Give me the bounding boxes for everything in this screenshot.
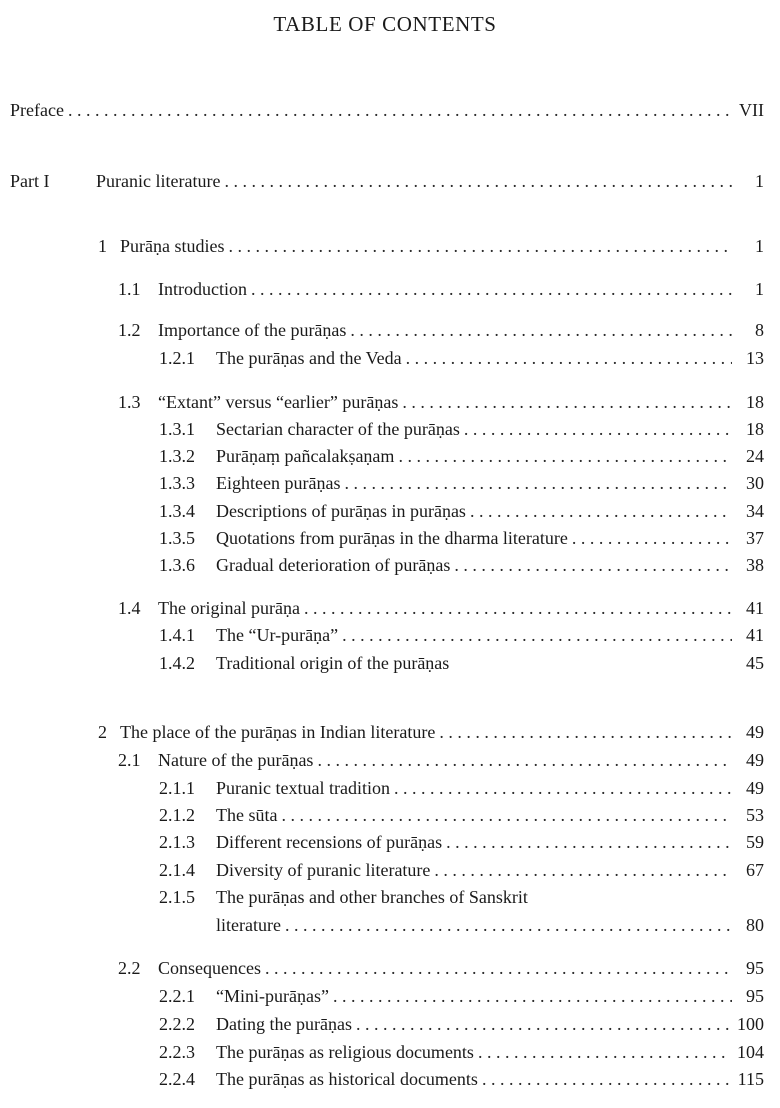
toc-number: 1.3.2 <box>159 446 195 466</box>
toc-entry-subsection[interactable] <box>159 857 764 883</box>
toc-number: 2 <box>98 722 107 742</box>
toc-entry-subsection[interactable] <box>159 775 764 801</box>
toc-entry-chapter[interactable] <box>98 233 764 259</box>
toc-number: 2.1.4 <box>159 860 195 880</box>
dot-leader <box>285 912 732 938</box>
toc-label: Preface <box>10 100 64 120</box>
toc-page-number: 45 <box>746 653 764 673</box>
toc-number: 1.3.6 <box>159 555 195 575</box>
toc-page-number: 49 <box>746 722 764 742</box>
toc-label: The “Ur-purāṇa” <box>216 625 339 645</box>
toc-entry-chapter[interactable] <box>98 719 764 745</box>
toc-page-number: 37 <box>746 528 764 548</box>
dot-leader <box>446 829 732 855</box>
toc-number: 1.4.2 <box>159 653 195 673</box>
toc-page-number: 80 <box>746 915 764 935</box>
toc-page-number: 104 <box>737 1042 764 1062</box>
toc-label: The purāṇas and other branches of Sanskrit <box>216 887 528 907</box>
toc-entry-part[interactable] <box>10 168 764 194</box>
toc-number: 2.1.2 <box>159 805 195 825</box>
toc-label: Sectarian character of the purāṇas <box>216 419 460 439</box>
toc-page-number: 115 <box>737 1069 764 1089</box>
toc-page-number: 1 <box>755 171 764 191</box>
dot-leader <box>281 802 732 828</box>
toc-entry-subsection[interactable] <box>159 622 764 648</box>
dot-leader <box>304 595 732 621</box>
dot-leader <box>482 1066 732 1092</box>
toc-label: The original purāṇa <box>158 598 300 618</box>
toc-page-number: 24 <box>746 446 764 466</box>
toc-entry-subsection[interactable] <box>159 802 764 828</box>
toc-label: “Mini-purāṇas” <box>216 986 329 1006</box>
toc-number: 1.3 <box>118 392 141 412</box>
toc-label: Diversity of puranic literature <box>216 860 431 880</box>
toc-label: Puranic textual tradition <box>216 778 390 798</box>
toc-page-number: 41 <box>746 598 764 618</box>
toc-page-number: 18 <box>746 419 764 439</box>
toc-number: 2.2.2 <box>159 1014 195 1034</box>
toc-entry-subsection[interactable] <box>159 650 764 676</box>
toc-page-number: 1 <box>755 279 764 299</box>
dot-leader <box>439 719 732 745</box>
toc-entry-section[interactable] <box>118 389 764 415</box>
toc-entry-section[interactable] <box>118 317 764 343</box>
dot-leader <box>394 775 732 801</box>
toc-label: The purāṇas and the Veda <box>216 348 402 368</box>
toc-label: Purāṇaṃ pañcalakṣaṇam <box>216 446 395 466</box>
toc-label: literature <box>216 915 281 935</box>
dot-leader <box>406 345 732 371</box>
toc-number: 1.3.3 <box>159 473 195 493</box>
toc-number: 2.2.3 <box>159 1042 195 1062</box>
dot-leader <box>464 416 732 442</box>
dot-leader <box>224 168 732 194</box>
toc-entry-section[interactable] <box>118 955 764 981</box>
toc-entry-subsection[interactable] <box>159 416 764 442</box>
toc-label: Descriptions of purāṇas in purāṇas <box>216 501 466 521</box>
dot-leader <box>342 622 732 648</box>
toc-entry-subsection[interactable] <box>159 525 764 551</box>
dot-leader <box>398 443 732 469</box>
toc-number: 1 <box>98 236 107 256</box>
page-title: TABLE OF CONTENTS <box>273 12 497 36</box>
toc-number: 2.2 <box>118 958 141 978</box>
toc-page-number: 49 <box>746 778 764 798</box>
toc-entry-preface[interactable] <box>10 97 764 123</box>
dot-leader <box>478 1039 731 1065</box>
toc-entry-subsection[interactable] <box>159 345 764 371</box>
toc-entry-subsection[interactable] <box>159 498 764 524</box>
toc-entry-subsection[interactable] <box>159 470 764 496</box>
toc-page-number: 8 <box>755 320 764 340</box>
toc-page-number: 49 <box>746 750 764 770</box>
dot-leader <box>344 470 732 496</box>
toc-page-number: 53 <box>746 805 764 825</box>
toc-label: Traditional origin of the purāṇas <box>216 653 450 673</box>
toc-label: The sūta <box>216 805 278 825</box>
toc-label: The place of the purāṇas in Indian literature <box>120 722 436 742</box>
toc-number: 1.2.1 <box>159 348 195 368</box>
toc-number: 2.1.1 <box>159 778 195 798</box>
dot-leader <box>251 276 732 302</box>
toc-number: 1.1 <box>118 279 141 299</box>
toc-label: Consequences <box>158 958 261 978</box>
dot-leader <box>434 857 732 883</box>
toc-part-number: Part I <box>10 171 50 191</box>
toc-number: 2.1.5 <box>159 887 195 907</box>
dot-leader <box>350 317 732 343</box>
dot-leader <box>265 955 732 981</box>
toc-entry-subsection[interactable] <box>159 983 764 1009</box>
dot-leader <box>454 552 732 578</box>
toc-label: Introduction <box>158 279 247 299</box>
dot-leader <box>572 525 732 551</box>
toc-page-number: 95 <box>746 986 764 1006</box>
toc-page-number: 100 <box>737 1014 764 1034</box>
toc-page-number: 1 <box>755 236 764 256</box>
toc-label: Gradual deterioration of purāṇas <box>216 555 451 575</box>
dot-leader <box>402 389 732 415</box>
dot-leader <box>317 747 732 773</box>
toc-number: 2.1 <box>118 750 141 770</box>
toc-entry-section[interactable] <box>118 276 764 302</box>
dot-leader <box>68 97 732 123</box>
dot-leader <box>356 1011 731 1037</box>
toc-label: Purāṇa studies <box>120 236 225 256</box>
toc-label: Nature of the purāṇas <box>158 750 314 770</box>
toc-number: 1.4 <box>118 598 141 618</box>
dot-leader <box>470 498 732 524</box>
dot-leader <box>333 983 732 1009</box>
toc-label: Different recensions of purāṇas <box>216 832 443 852</box>
toc-entry-subsection[interactable] <box>159 884 764 910</box>
toc-page-number: 18 <box>746 392 764 412</box>
toc-label: The purāṇas as religious documents <box>216 1042 474 1062</box>
toc-number: 1.2 <box>118 320 141 340</box>
toc-number: 2.1.3 <box>159 832 195 852</box>
toc-label: Eighteen purāṇas <box>216 473 341 493</box>
toc-label: “Extant” versus “earlier” purāṇas <box>158 392 399 412</box>
toc-entry-subsection[interactable] <box>159 1011 764 1037</box>
toc-entry-section[interactable] <box>118 595 764 621</box>
toc-page-number: 38 <box>746 555 764 575</box>
toc-page-number: 13 <box>746 348 764 368</box>
toc-page-number: VII <box>739 100 764 120</box>
toc-label: Puranic literature <box>96 171 221 191</box>
toc-entry-subsection[interactable] <box>159 443 764 469</box>
toc-label: Dating the purāṇas <box>216 1014 352 1034</box>
toc-entry-section[interactable] <box>118 747 764 773</box>
toc-page-number: 30 <box>746 473 764 493</box>
toc-page-number: 59 <box>746 832 764 852</box>
toc-page-number: 41 <box>746 625 764 645</box>
toc-page-number: 34 <box>746 501 764 521</box>
toc-page-number: 95 <box>746 958 764 978</box>
toc-number: 1.3.1 <box>159 419 195 439</box>
toc-entry-subsection[interactable] <box>159 1039 764 1065</box>
toc-label: Quotations from purāṇas in the dharma literature <box>216 528 568 548</box>
toc-label: Importance of the purāṇas <box>158 320 347 340</box>
toc-number: 2.2.4 <box>159 1069 195 1089</box>
toc-entry-subsection[interactable] <box>159 829 764 855</box>
toc-entry-subsection[interactable] <box>159 552 764 578</box>
toc-entry-continuation[interactable] <box>216 912 764 938</box>
toc-label: The purāṇas as historical documents <box>216 1069 478 1089</box>
toc-number: 1.3.4 <box>159 501 195 521</box>
toc-number: 2.2.1 <box>159 986 195 1006</box>
toc-entry-subsection[interactable] <box>159 1066 764 1092</box>
toc-number: 1.3.5 <box>159 528 195 548</box>
dot-leader <box>228 233 732 259</box>
toc-page-number: 67 <box>746 860 764 880</box>
toc-number: 1.4.1 <box>159 625 195 645</box>
